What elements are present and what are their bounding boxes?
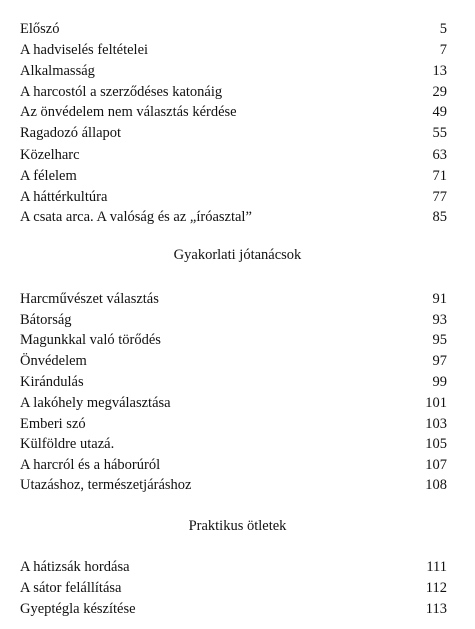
toc-entry — [20, 455, 447, 476]
toc-entry-title: Kirándulás — [20, 374, 84, 390]
toc-entry-page: 113 — [425, 601, 447, 617]
toc-entry-title: Magunkkal való törődés — [20, 332, 161, 348]
toc-entry — [20, 82, 447, 103]
toc-entry-title: Harcművészet választás — [20, 291, 159, 307]
toc-entry — [20, 102, 447, 123]
toc-entry-title: Az önvédelem nem választás kérdése — [20, 104, 237, 120]
toc-entry — [20, 414, 447, 435]
toc-entry — [20, 61, 447, 82]
toc-entry — [20, 145, 447, 166]
section-heading: Praktikus ötletek — [188, 518, 287, 534]
toc-entry — [20, 187, 447, 208]
toc-entry-title: A csata arca. A valóság és az „íróasztal” — [20, 209, 252, 225]
toc-entry-page: 93 — [432, 312, 447, 328]
toc-entry-title: Közelharc — [20, 147, 80, 163]
toc-entry-title: A harcostól a szerződéses katonáig — [20, 84, 223, 100]
toc-entry-page: 55 — [432, 125, 447, 141]
toc-entry-page: 77 — [432, 189, 447, 205]
toc-entry-title: Önvédelem — [20, 353, 87, 369]
toc-entry-title: A félelem — [20, 168, 77, 184]
toc-entry — [20, 310, 447, 331]
toc-entry-page: 112 — [425, 580, 447, 596]
toc-entry-page: 108 — [425, 477, 447, 493]
toc-entry-page: 49 — [432, 104, 447, 120]
toc-entry-title: Emberi szó — [20, 416, 86, 432]
toc-entry-title: A hátizsák hordása — [20, 559, 130, 575]
toc-entry-title: Ragadozó állapot — [20, 125, 122, 141]
toc-entry-page: 29 — [432, 84, 447, 100]
toc-entry-title: A hadviselés feltételei — [20, 42, 149, 58]
toc-entry-page: 103 — [425, 416, 447, 432]
toc-entry-page: 107 — [425, 457, 447, 473]
toc-entry-page: 5 — [439, 21, 447, 37]
toc-entry-page: 7 — [439, 42, 447, 58]
toc-entry-page: 91 — [432, 291, 447, 307]
toc-entry — [20, 599, 447, 620]
toc-entry — [20, 578, 447, 599]
toc-entry — [20, 19, 447, 40]
toc-entry-page: 105 — [425, 436, 447, 452]
toc-entry — [20, 434, 447, 455]
toc-entry — [20, 475, 447, 496]
toc-entry-page: 101 — [425, 395, 447, 411]
toc-entry-title: Alkalmasság — [20, 63, 95, 79]
toc-entry-page: 95 — [432, 332, 447, 348]
toc-entry-title: A háttérkultúra — [20, 189, 108, 205]
toc-entry — [20, 557, 447, 578]
toc-entry-page: 99 — [432, 374, 447, 390]
toc-entry — [20, 289, 447, 310]
toc-entry — [20, 372, 447, 393]
toc-entry-page: 71 — [432, 168, 447, 184]
toc-entry-page: 63 — [432, 147, 447, 163]
toc-entry-page: 111 — [426, 559, 447, 575]
toc-entry-title: A harcról és a háborúról — [20, 457, 161, 473]
toc-entry-title: Előszó — [20, 21, 60, 37]
toc-entry-title: Gyeptégla készítése — [20, 601, 136, 617]
toc-entry — [20, 123, 447, 144]
toc-entry-title: Utazáshoz, természetjáráshoz — [20, 477, 192, 493]
toc-entry-title: A sátor felállítása — [20, 580, 122, 596]
toc-entry — [20, 40, 447, 61]
toc-entry-title: Külföldre utazá. — [20, 436, 115, 452]
toc-entry — [20, 330, 447, 351]
toc-entry — [20, 393, 447, 414]
toc-entry-page: 85 — [432, 209, 447, 225]
toc-entry — [20, 207, 447, 228]
section-heading: Gyakorlati jótanácsok — [173, 247, 302, 263]
toc-entry-page: 13 — [432, 63, 447, 79]
toc-entry-page: 97 — [432, 353, 447, 369]
toc-entry — [20, 351, 447, 372]
toc-entry-title: Bátorság — [20, 312, 72, 328]
toc-entry-title: A lakóhely megválasztása — [20, 395, 171, 411]
toc-entry — [20, 166, 447, 187]
